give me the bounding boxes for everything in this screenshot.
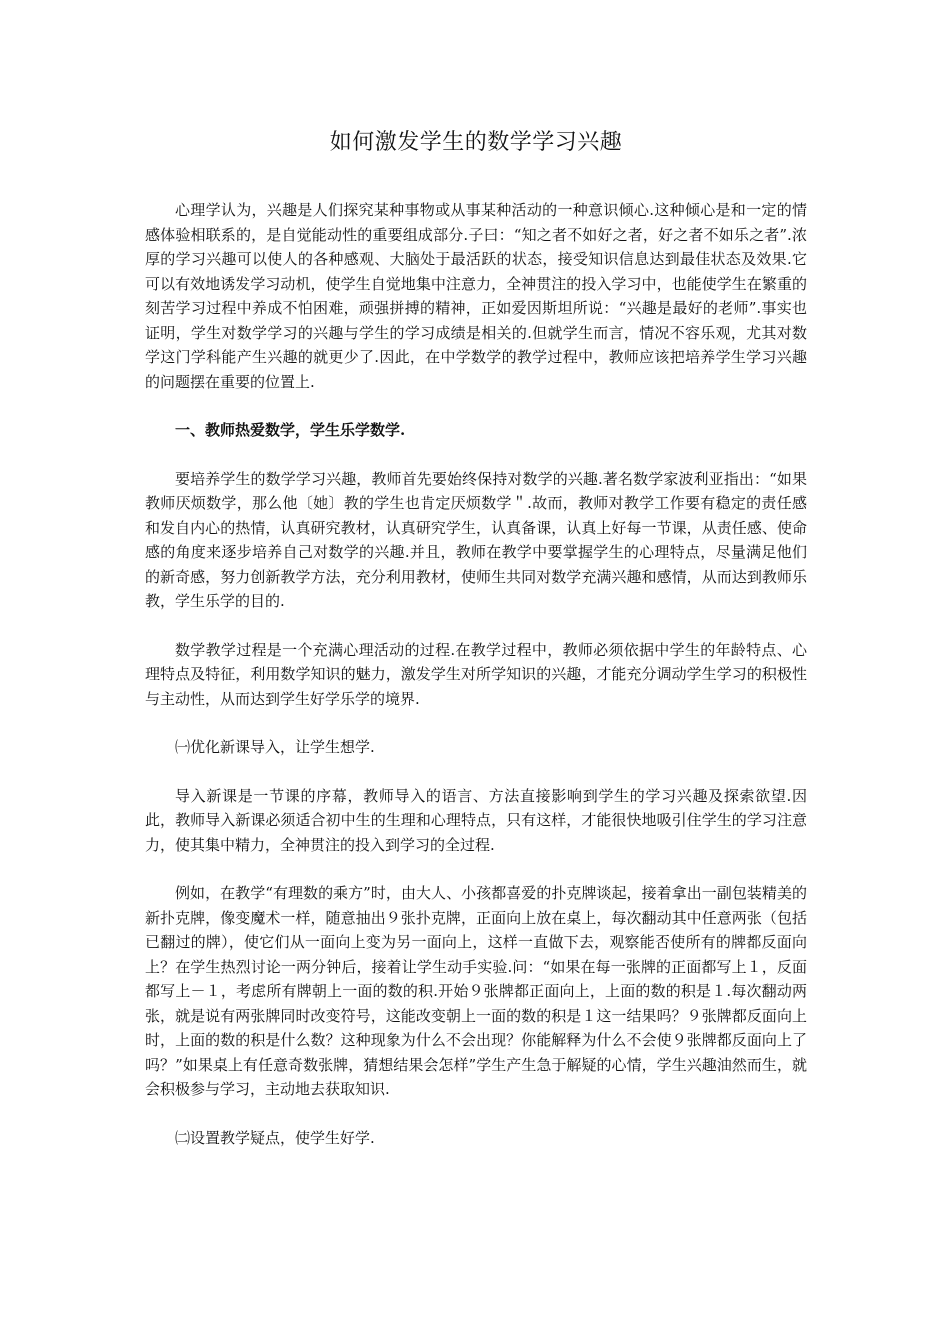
section-1-heading: 一、教师热爱数学，学生乐学数学.: [175, 421, 406, 439]
subsection-1-heading: ㈠优化新课导入，让学生想学.: [175, 738, 375, 756]
document-title: 如何激发学生的数学学习兴趣: [329, 130, 623, 155]
section-1-paragraph-2: 数学教学过程是一个充满心理活动的过程.在教学过程中，教师必须依据中学生的年龄特点、心理特点及特征，利用数学知识的魅力，激发学生对所学知识的兴趣，才能充分调动学生学习的积极性与主动性，从而达到学生好学乐学的境界.: [145, 640, 807, 708]
section-1-paragraph-1: 要培养学生的数学学习兴趣，教师首先要始终保持对数学的兴趣.著名数学家波利亚指出：“如果教师厌烦数学，那么他〔她〕教的学生也肯定厌烦数学＂.故而，教师对教学工作要有稳定的责任感和发自内心的热情，认真研究教材，认真研究学生，认真备课，认真上好每一节课，从责任感、使命感的角度来逐步培养自己对数学的兴趣.并且，教师在教学中要掌握学生的心理特点，尽量满足他们的新奇感，努力创新教学方法，充分利用教材，使师生共同对数学充满兴趣和感情，从而达到教师乐教，学生乐学的目的.: [145, 469, 807, 610]
document-page: [145, 128, 807, 1174]
subsection-1-paragraph-1: 导入新课是一节课的序幕，教师导入的语言、方法直接影响到学生的学习兴趣及探索欲望.因此，教师导入新课必须适合初中生的生理和心理特点，只有这样，才能很快地吸引住学生的学习注意力，使其集中精力，全神贯注的投入到学习的全过程.: [145, 786, 807, 854]
subsection-2-heading: ㈡设置教学疑点，使学生好学.: [175, 1128, 375, 1147]
intro-paragraph: 心理学认为，兴趣是人们探究某种事物或从事某种活动的一种意识倾心.这种倾心是和一定的情感体验相联系的，是自觉能动性的重要组成部分.子曰：“知之者不如好之者，好之者不如乐之者”.浓厚的学习兴趣可以使人的各种感观、大脑处于最活跃的状态，接受知识信息达到最佳状态及效果.它可以有效地诱发学习动机，使学生自觉地集中注意力，全神贯注的投入学习中，也能使学生在繁重的刻苦学习过程中养成不怕困难，顽强拼搏的精神，正如爱因斯坦所说：“兴趣是最好的老师”.事实也证明，学生对数学学习的兴趣与学生的学习成绩是相关的.但就学生而言，情况不容乐观，尤其对数学这门学科能产生兴趣的就更少了.因此，在中学数学的教学过程中，教师应该把培养学生学习兴趣的问题摆在重要的位置上.: [145, 201, 807, 391]
subsection-1-paragraph-2: 例如，在教学“有理数的乘方”时，由大人、小孩都喜爱的扑克牌谈起，接着拿出一副包装精美的新扑克牌，像变魔术一样，随意抽出９张扑克牌，正面向上放在桌上，每次翻动其中任意两张（包括已翻过的牌），使它们从一面向上变为另一面向上，这样一直做下去，观察能否使所有的牌都反面向上？在学生热烈讨论一两分钟后，接着让学生动手实验.问：“如果在每一张牌的正面都写上１，反面都写上－１，考虑所有牌朝上一面的数的积.开始９张牌都正面向上，上面的数的积是１.每次翻动两张，就是说有两张牌同时改变符号，这能改变朝上一面的数的积是１这一结果吗？９张牌都反面向上时，上面的数的积是什么数？这种现象为什么不会出现？你能解释为什么不会使９张牌都反面向上了吗？”如果桌上有任意奇数张牌，猜想结果会怎样”学生产生急于解疑的心情，学生兴趣油然而生，就会积极参与学习，主动地去获取知识.: [145, 884, 807, 1098]
